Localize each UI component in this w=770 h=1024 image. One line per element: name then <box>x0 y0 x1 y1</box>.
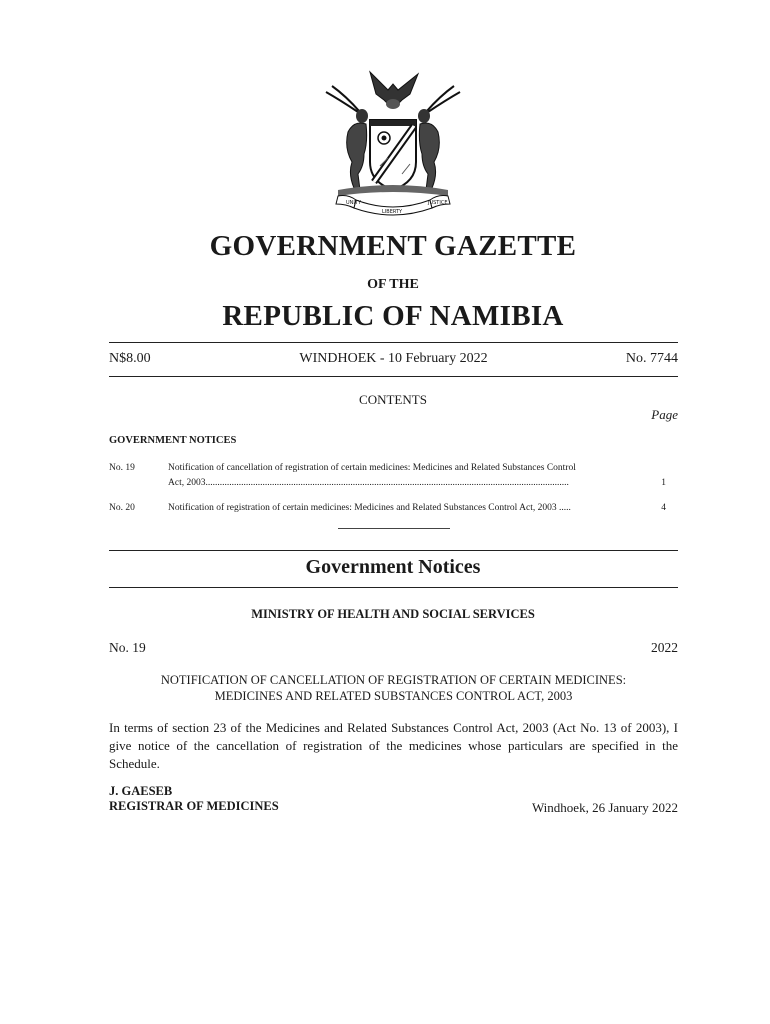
motto-unity: UNITY <box>346 200 361 206</box>
divider-top <box>109 342 678 343</box>
contents-end-divider <box>338 528 450 529</box>
issue-info-line <box>109 351 678 369</box>
entry-number: No. 20 <box>109 503 135 513</box>
signer-name: J. GAESEB <box>109 784 173 798</box>
entry-page: 4 <box>661 503 666 513</box>
notices-heading: Government Notices <box>305 556 481 578</box>
contents-entry[interactable] <box>109 501 678 517</box>
notice-body: In terms of section 23 of the Medicines and Related Substances Control Act, 2003 (Act No. 13 of 2003), I give notice of the cancellation of registration of the medicines whose particulars are specified in the Schedule. <box>109 720 678 771</box>
gazette-title: GOVERNMENT GAZETTE <box>209 230 577 262</box>
entry-description <box>168 461 646 491</box>
issue-number: No. 7744 <box>625 351 678 366</box>
ministry-heading: MINISTRY OF HEALTH AND SOCIAL SERVICES <box>251 607 535 621</box>
issue-date: WINDHOEK - 10 February 2022 <box>299 351 488 366</box>
page-column-label: Page <box>651 407 678 422</box>
entry-number: No. 19 <box>109 463 135 473</box>
entry-description <box>168 501 646 516</box>
entry-page: 1 <box>661 478 666 488</box>
republic-title: REPUBLIC OF NAMIBIA <box>222 300 564 332</box>
notice-year: 2022 <box>651 640 678 655</box>
motto-liberty: LIBERTY <box>382 209 403 215</box>
contents-entry[interactable] <box>109 461 678 493</box>
divider-info <box>109 376 678 377</box>
coat-of-arms-emblem <box>318 62 468 222</box>
notification-title <box>109 672 678 704</box>
entry-line: Notification of cancellation of registration of certain medicines: Medicines and Related Substances Control <box>168 463 576 473</box>
notification-title-line: MEDICINES AND RELATED SUBSTANCES CONTROL ACT, 2003 <box>214 689 573 703</box>
contents-title: CONTENTS <box>359 392 427 407</box>
signature-block <box>109 784 279 814</box>
notice-number: No. 19 <box>109 640 146 655</box>
divider-notices-bottom <box>109 587 678 588</box>
notification-title-line: NOTIFICATION OF CANCELLATION OF REGISTRATION OF CERTAIN MEDICINES: <box>160 673 627 687</box>
coat-of-arms-icon <box>318 62 468 222</box>
entry-line: Notification of registration of certain medicines: Medicines and Related Substances Control Act, 2003 ..... <box>168 503 571 513</box>
price: N$8.00 <box>109 351 151 366</box>
divider-notices-top <box>109 550 678 551</box>
contents-section-heading: GOVERNMENT NOTICES <box>109 435 237 446</box>
gazette-subtitle: OF THE <box>367 277 419 292</box>
signer-title: REGISTRAR OF MEDICINES <box>109 799 279 813</box>
motto-justice: JUSTICE <box>428 200 448 206</box>
signature-date: Windhoek, 26 January 2022 <box>531 800 678 815</box>
entry-line: Act, 2003......................................................................................................................................................... <box>168 478 569 488</box>
